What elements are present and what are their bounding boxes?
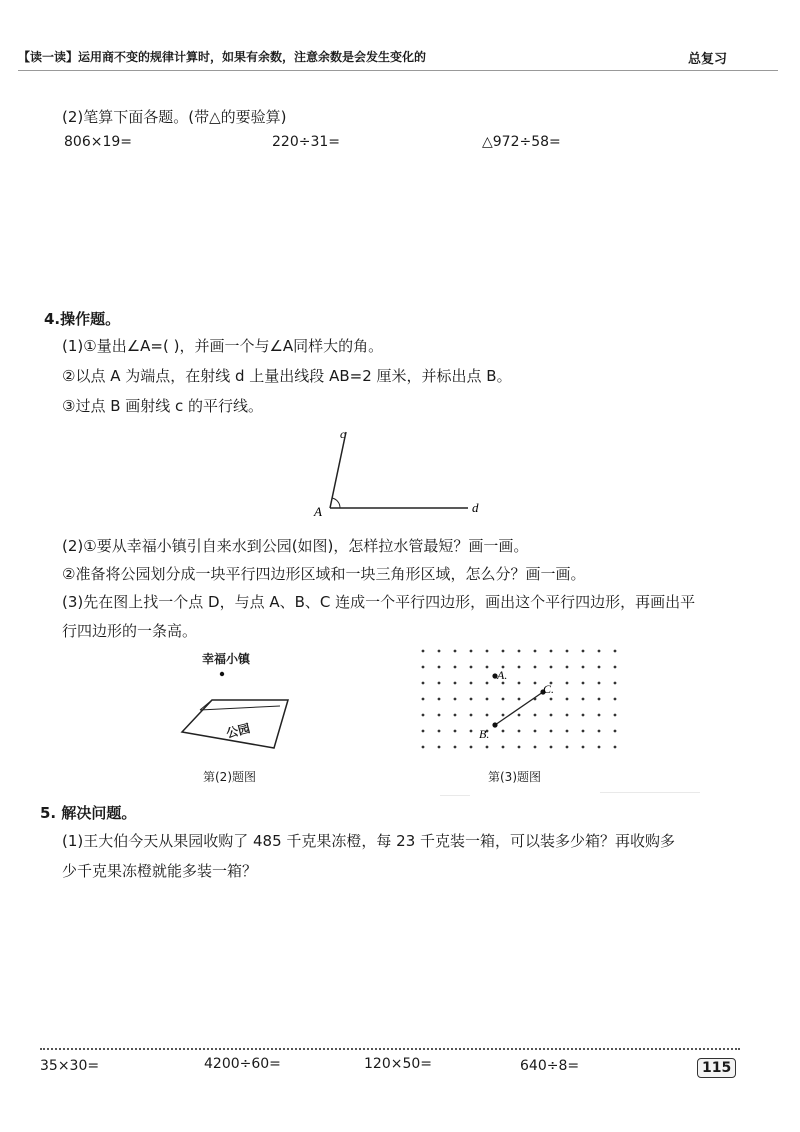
grid-dot	[614, 730, 617, 733]
park-inner-edge	[200, 706, 280, 710]
grid-dot	[598, 682, 601, 685]
grid-dot	[486, 746, 489, 749]
grid-dot	[438, 698, 441, 701]
angle-figure	[300, 420, 500, 525]
grid-dot	[566, 666, 569, 669]
header-tip: 【读一读】运用商不变的规律计算时，如果有余数，注意余数是会发生变化的	[18, 50, 427, 64]
grid-dot	[614, 682, 617, 685]
grid-dot	[550, 666, 553, 669]
grid-dot	[470, 698, 473, 701]
grid-dot	[582, 698, 585, 701]
grid-dot	[470, 650, 473, 653]
grid-dot	[550, 730, 553, 733]
grid-dot	[534, 714, 537, 717]
grid-dot	[566, 746, 569, 749]
section5-heading: 5. 解决问题。	[40, 804, 137, 822]
calc-instruction: (2)笔算下面各题。(带△的要验算)	[62, 108, 287, 126]
grid-dot	[470, 730, 473, 733]
grid-dot	[518, 730, 521, 733]
oral-problem-1: 35×30=	[40, 1058, 100, 1074]
town-label: 幸福小镇	[202, 652, 251, 666]
section4-heading: 4.操作题。	[44, 310, 121, 328]
grid-dot	[534, 746, 537, 749]
ray-c	[330, 432, 346, 508]
grid-dot	[422, 666, 425, 669]
grid-dot	[614, 666, 617, 669]
grid-dot	[534, 730, 537, 733]
grid-dot	[422, 698, 425, 701]
grid-dot	[582, 666, 585, 669]
grid-dot	[550, 714, 553, 717]
angle-arc	[332, 498, 340, 508]
grid-dot	[486, 714, 489, 717]
grid-dot	[598, 714, 601, 717]
grid-dot	[518, 698, 521, 701]
park-figure	[170, 660, 310, 765]
grid-dot	[438, 714, 441, 717]
grid-dot	[598, 698, 601, 701]
grid-dot	[566, 682, 569, 685]
label-point-b: B.	[479, 727, 490, 741]
town-point	[220, 672, 224, 676]
grid-dot	[518, 714, 521, 717]
task3-line1: (3)先在图上找一个点 D，与点 A、B、C 连成一个平行四边形，画出这个平行四边形，再画出平	[62, 593, 696, 611]
grid-dot	[486, 666, 489, 669]
label-c: c	[340, 427, 346, 441]
grid-dot	[454, 714, 457, 717]
point-b	[492, 722, 497, 727]
grid-dot	[438, 730, 441, 733]
grid-dot	[486, 650, 489, 653]
grid-dot	[518, 666, 521, 669]
grid-dot	[454, 650, 457, 653]
grid-dot	[470, 666, 473, 669]
label-point-c: C.	[543, 682, 555, 696]
faint-mark	[600, 792, 700, 793]
grid-dot	[614, 650, 617, 653]
park-label: 公园	[224, 721, 252, 741]
grid-dot	[502, 650, 505, 653]
grid-dot	[438, 746, 441, 749]
fig2-caption: 第(2)题图	[203, 770, 256, 784]
grid-dot	[534, 650, 537, 653]
problem1-line2: 少千克果冻橙就能多装一箱？	[62, 862, 258, 880]
grid-dot	[422, 650, 425, 653]
grid-dot	[454, 746, 457, 749]
problem1-line1: (1)王大伯今天从果园收购了 485 千克果冻橙，每 23 千克装一箱，可以装多少箱？再收购多	[62, 832, 676, 850]
grid-dot	[454, 682, 457, 685]
grid-dot	[502, 682, 505, 685]
park-edge-detail	[200, 700, 212, 710]
grid-dot	[582, 714, 585, 717]
oral-problem-4: 640÷8=	[520, 1058, 580, 1074]
grid-dot	[550, 746, 553, 749]
task2-line2: ②准备将公园划分成一块平行四边形区域和一块三角形区域，怎么分？画一画。	[62, 565, 586, 583]
label-d: d	[472, 500, 479, 515]
grid-dot	[422, 730, 425, 733]
grid-dot	[550, 650, 553, 653]
grid-dot	[614, 746, 617, 749]
header-divider	[18, 70, 778, 71]
grid-dot	[614, 714, 617, 717]
grid-dot	[598, 730, 601, 733]
grid-dot	[502, 746, 505, 749]
task1-line2: ②以点 A 为端点，在射线 d 上量出线段 AB=2 厘米，并标出点 B。	[62, 367, 512, 385]
faint-mark	[440, 795, 470, 796]
grid-dot	[502, 698, 505, 701]
grid-dot	[422, 682, 425, 685]
grid-dot	[550, 698, 553, 701]
task1-line3: ③过点 B 画射线 c 的平行线。	[62, 397, 264, 415]
grid-dot	[454, 666, 457, 669]
task2-line1: (2)①要从幸福小镇引自来水到公园(如图)，怎样拉水管最短？画一画。	[62, 537, 529, 555]
grid-dot	[422, 714, 425, 717]
grid-dot	[598, 746, 601, 749]
grid-dot	[518, 746, 521, 749]
grid-dot	[582, 746, 585, 749]
grid-dot	[598, 650, 601, 653]
task3-line2: 行四边形的一条高。	[62, 622, 198, 640]
grid-dot	[566, 650, 569, 653]
dot-grid-figure	[415, 645, 625, 760]
grid-dot	[502, 730, 505, 733]
grid-dot	[582, 650, 585, 653]
label-a: A	[314, 504, 322, 519]
grid-dot	[486, 698, 489, 701]
calc-problem-2: 220÷31=	[272, 134, 340, 150]
fig3-caption: 第(3)题图	[488, 770, 541, 784]
grid-dot	[470, 682, 473, 685]
footer-divider	[40, 1048, 740, 1050]
grid-dot	[502, 714, 505, 717]
grid-dot	[470, 746, 473, 749]
calc-problem-1: 806×19=	[64, 134, 132, 150]
header-section: 总复习	[688, 52, 728, 67]
grid-dot	[486, 682, 489, 685]
grid-dot	[518, 650, 521, 653]
grid-dot	[454, 698, 457, 701]
grid-dot	[438, 650, 441, 653]
task1-line1: (1)①量出∠A=( )，并画一个与∠A同样大的角。	[62, 337, 384, 355]
grid-dot	[582, 730, 585, 733]
grid-dot	[566, 698, 569, 701]
grid-dot	[518, 682, 521, 685]
label-point-a: A.	[497, 668, 508, 682]
grid-dot	[566, 714, 569, 717]
page-number: 115	[697, 1058, 736, 1078]
grid-dot	[438, 666, 441, 669]
grid-dot	[438, 682, 441, 685]
segment-bc	[495, 692, 543, 725]
grid-dot	[470, 714, 473, 717]
grid-dot	[454, 730, 457, 733]
grid-dot	[582, 682, 585, 685]
grid-dot	[534, 682, 537, 685]
grid-dot	[534, 666, 537, 669]
grid-dot	[566, 730, 569, 733]
oral-problem-2: 4200÷60=	[204, 1056, 281, 1072]
grid-dot	[422, 746, 425, 749]
dot-grid	[422, 650, 617, 760]
oral-problem-3: 120×50=	[364, 1056, 432, 1072]
calc-problem-3: △972÷58=	[482, 134, 561, 150]
grid-dot	[598, 666, 601, 669]
grid-dot	[614, 698, 617, 701]
